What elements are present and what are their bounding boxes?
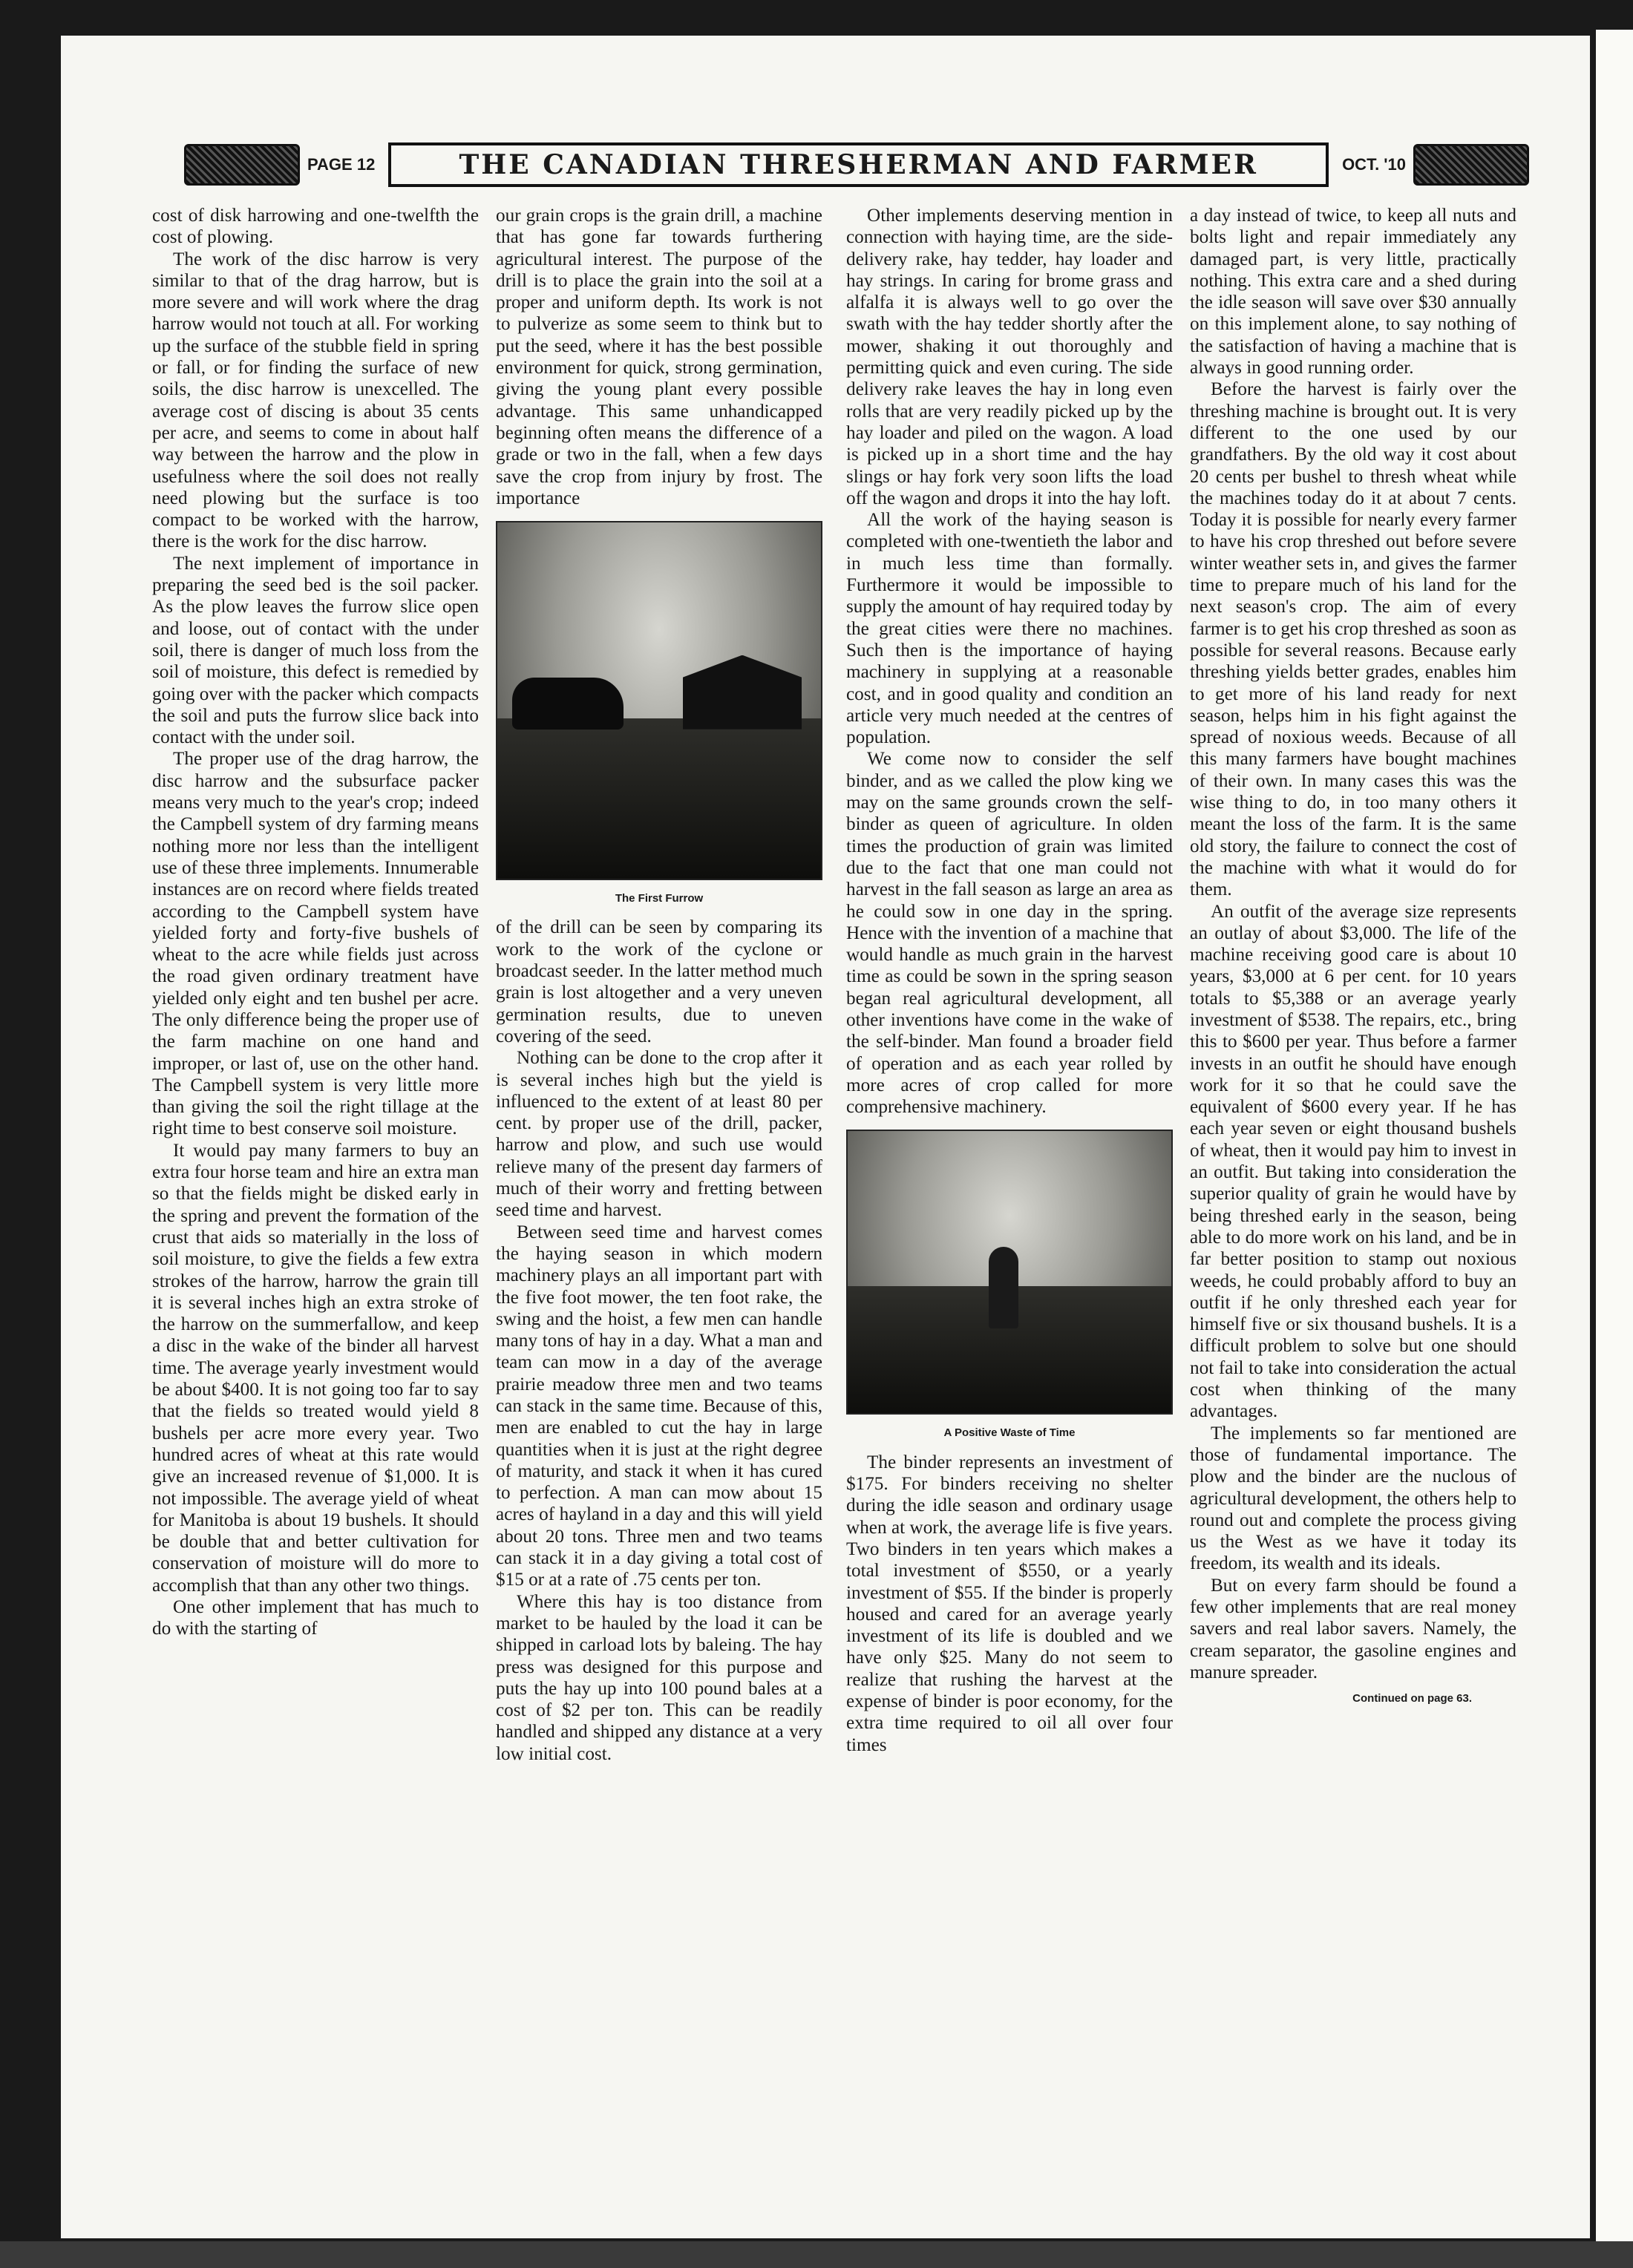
continued-notice: Continued on page 63. [1352, 1692, 1472, 1705]
horse-team-silhouette [512, 678, 624, 730]
paragraph: The binder represents an investment of $175. For binders receiving no shelter during the idle season and ordinary usage when at work, the average life is five years. Two binders in ten years which makes a total investment of $550, or a yearly investment of $55. If the binder is properly housed and cared for an average yearly investment of its life is doubled and we have only $25. Many do not seem to realize that rushing the harvest at the expense of binder is poor economy, for the extra time required to oil all over four times [846, 1452, 1173, 1755]
article-column-2 [496, 205, 822, 1765]
paragraph: cost of disk harrowing and one-twelfth the cost of plowing. [152, 206, 479, 248]
paragraph: our grain crops is the grain drill, a machine that has gone far towards furthering agricultural interest. The purpose of the drill is to place the grain into the soil at a proper and uniform depth. Its work is not to pulverize as some seem to think but to put the seed, where it has the best possible environment for quick, strong germination, giving the young plant every possible advantage. This same unhandicapped beginning often means the difference of a grade or two in the fall, when a few days save the crop from injury by frost. The importance [496, 206, 822, 508]
paragraph: of the drill can be seen by comparing its work to the work of the cyclone or broadcast seeder. In the latter method much grain is lost altogether and a very uneven germination results, due to uneven covering of the seed. [496, 917, 822, 1046]
paragraph: One other implement that has much to do with the starting of [152, 1597, 479, 1639]
farmer-silhouette [989, 1247, 1018, 1328]
header-ornament-right [1413, 144, 1529, 186]
farmhouse-silhouette [683, 655, 802, 730]
figure-caption: A Positive Waste of Time [943, 1426, 1076, 1440]
article-column-4 [1190, 205, 1516, 1709]
masthead-title: THE CANADIAN THRESHERMAN AND FARMER [388, 142, 1329, 187]
paragraph: a day instead of twice, to keep all nuts and bolts light and repair immediately any damaged part, is very little, practically nothing. This extra care and a shed during the idle season will save over $30 annually on this implement alone, to say nothing of the satisfaction of having a machine that is always in good running order. [1190, 206, 1516, 378]
paragraph: Where this hay is too distance from market to be hauled by the load it can be shipped in carload lots by baleing. The hay press was designed for this purpose and puts the hay up into 100 pound bales at a cost of $2 per ton. This can be readily handled and shipped any distance at a very low initial cost. [496, 1591, 822, 1764]
adjacent-page-edge [1596, 30, 1633, 2241]
paragraph: The work of the disc harrow is very similar to that of the drag harrow, but is more severe and will work where the drag harrow would not touch at all. For working up the surface of the stubble field in spring or fall, or for finding the surface of new soils, the disc harrow is unexcelled. The average cost of discing is about 35 cents per acre, and seems to come in about half way between the harrow and the plow in usefulness where the soil does not really need plowing but the surface is too compact to be worked with the harrow, there is the work for the disc harrow. [152, 249, 479, 552]
paragraph: It would pay many farmers to buy an extra four horse team and hire an extra man so that the fields might be disked early in the spring and prevent the formation of the crust that aids so materially in the loss of soil moisture, to give the fields a few extra strokes of the harrow, harrow the grain till it is several inches high an extra stroke of the harrow on the summerfallow, and keep a disc in the wake of the binder all harvest time. The average yearly investment would be about $400. It is not going too far to say that the fields so treated would yield 8 bushels per acre more every year. Two hundred acres of wheat at this rate would give an increased revenue of $1,000. It is not impossible. The average yield of wheat for Manitoba is about 19 bushels. It should be double that and better cultivation for conservation of moisture will do more to accomplish that than any other two things. [152, 1140, 479, 1596]
photo-waste-of-time [846, 1130, 1173, 1415]
paragraph: All the work of the haying season is completed with one-twentieth the labor and in much less time than formally. Furthermore it would be impossible to supply the amount of hay required today by the great cities were there no machines. Such then is the importance of haying machinery in supplying at a reasonable cost, and in good quality and condition an article very much needed at the centres of population. [846, 510, 1173, 748]
header-ornament-left [184, 144, 300, 186]
paragraph: Before the harvest is fairly over the threshing machine is brought out. It is very different to the one used by our grandfathers. By the old way it cost about 20 cents per bushel to thresh wheat while the machines today do it at about 7 cents. Today it is possible for nearly every farmer to have his crop threshed out before severe winter weather sets in, and gives the farmer time to prepare much of his land for the next season's crop. The aim of every farmer is to get his crop threshed as soon as possible for several reasons. Because early threshing yields better grades, enables him to get more of his land ready for next season, helps him in his fight against the spread of noxious weeds. Because of all this many farmers have bought machines of their own. In many cases this was the wise thing to do, in too many others it meant the loss of the farm. It is the same old story, the failure to connect the cost of the machine with what it would do for them. [1190, 379, 1516, 900]
page-number: PAGE 12 [307, 155, 376, 174]
paragraph: The next implement of importance in preparing the seed bed is the soil packer. As the plow leaves the furrow slice open and loose, out of contact with the under soil, there is danger of much loss from the soil of moisture, this defect is remedied by going over with the packer which compacts the soil and puts the furrow slice back into contact with the under soil. [152, 553, 479, 748]
paragraph: The implements so far mentioned are those of fundamental importance. The plow and the binder are the nuclous of agricultural development, the others help to round out and complete the process giving us the West as we have it today its freedom, its wealth and its ideals. [1190, 1423, 1516, 1574]
paragraph: We come now to consider the self binder, and as we called the plow king we may on the same grounds crown the self-binder as queen of agriculture. In olden times the production of grain was limited due to the fact that one man could not harvest in the fall season as large an area as he could sow in one day in the spring. Hence with the invention of a machine that would handle as much grain in the harvest time as could be sown in the spring season began real agricultural development, all other inventions have come in the wake of the self-binder. Man found a broader field of operation and as each year rolled by more acres of crop called for more comprehensive machinery. [846, 749, 1173, 1118]
paragraph: Other implements deserving mention in connection with haying time, are the side-delivery rake, hay tedder, hay loader and hay strings. In caring for brome grass and alfalfa it is always well to go over the swath with the hay tedder shortly after the mower, shaking it out thoroughly and permitting quick and even curing. The side delivery rake leaves the hay in long even rolls that are very readily picked up by the hay loader and piled on the wagon. A load is picked up in a short time and the hay slings or hay fork very soon lifts the load off the wagon and drops it into the hay loft. [846, 206, 1173, 508]
figure-caption: The First Furrow [615, 892, 704, 905]
issue-date: OCT. '10 [1342, 155, 1406, 174]
figure-waste-of-time [846, 1130, 1173, 1443]
scan-bottom-border [0, 2241, 1633, 2268]
paragraph: Between seed time and harvest comes the haying season in which modern machinery plays an all important part with the five foot mower, the ten foot rake, the swing and the hoist, a few men can handle many tons of hay in a day. What a man and team can mow in a day of the average prairie meadow three men and two teams can stack in the same time. Because of this, men are enabled to cut the hay in large quantities when it is just at the right degree of maturity, and stack it when it has cured to perfection. A man can mow about 15 acres of hayland in a day and this will yield about 20 tons. Three men and two teams can stack it in a day giving a total cost of $15 or at a rate of .75 cents per ton. [496, 1222, 822, 1590]
paragraph: An outfit of the average size represents an outlay of about $3,000. The life of the machine receiving good care is about 10 years, $3,000 at 6 per cent. for 10 years totals to $5,388 or an average yearly investment of $538. The repairs, etc., bring this to $600 per year. Thus before a farmer invests in an outfit he should have enough work for it so that he could save the equivalent of $600 every year. If he has each year seven or eight thousand bushels of wheat, then it would pay him to invest in an outfit. But taking into consideration the superior quality of grain he would have by being threshed early in the season, being able to do more work on his land, and be in far better position to stamp out noxious weeds, he could probably afford to buy an outfit if he only threshed each year for himself five or six thousand bushels. It is a difficult problem to solve but one should not fail to take into consideration the actual cost when thinking of the many advantages. [1190, 901, 1516, 1422]
article-column-3 [846, 205, 1173, 1756]
article-column-1 [152, 205, 479, 1640]
paragraph: But on every farm should be found a few other implements that are real money savers and real labor savers. Namely, the cream separator, the gasoline engines and manure spreader. [1190, 1575, 1516, 1682]
paragraph: The proper use of the drag harrow, the disc harrow and the subsurface packer means very much to the year's crop; indeed the Campbell system of dry farming means nothing more nor less than the intelligent use of these three implements. Innumerable instances are on record where fields treated according to the Campbell system have yielded forty and forty-five bushels of wheat to the acre while fields just across the road given ordinary treatment have yielded only eight and ten bushel per acre. The only difference being the proper use of the farm machine on one hand and improper, or last of, use on the other hand. The Campbell system is very little more than giving the soil the right tillage at the right time to best conserve soil moisture. [152, 749, 479, 1139]
figure-first-furrow [496, 521, 822, 909]
paragraph: Nothing can be done to the crop after it is several inches high but the yield is influenced to the extent of at least 80 per cent. by proper use of the drill, packer, harrow and plow, and such use would relieve many of the present day farmers of much of their worry and fretting between seed time and harvest. [496, 1048, 822, 1221]
page-header [184, 141, 1529, 189]
photo-first-furrow [496, 521, 822, 880]
